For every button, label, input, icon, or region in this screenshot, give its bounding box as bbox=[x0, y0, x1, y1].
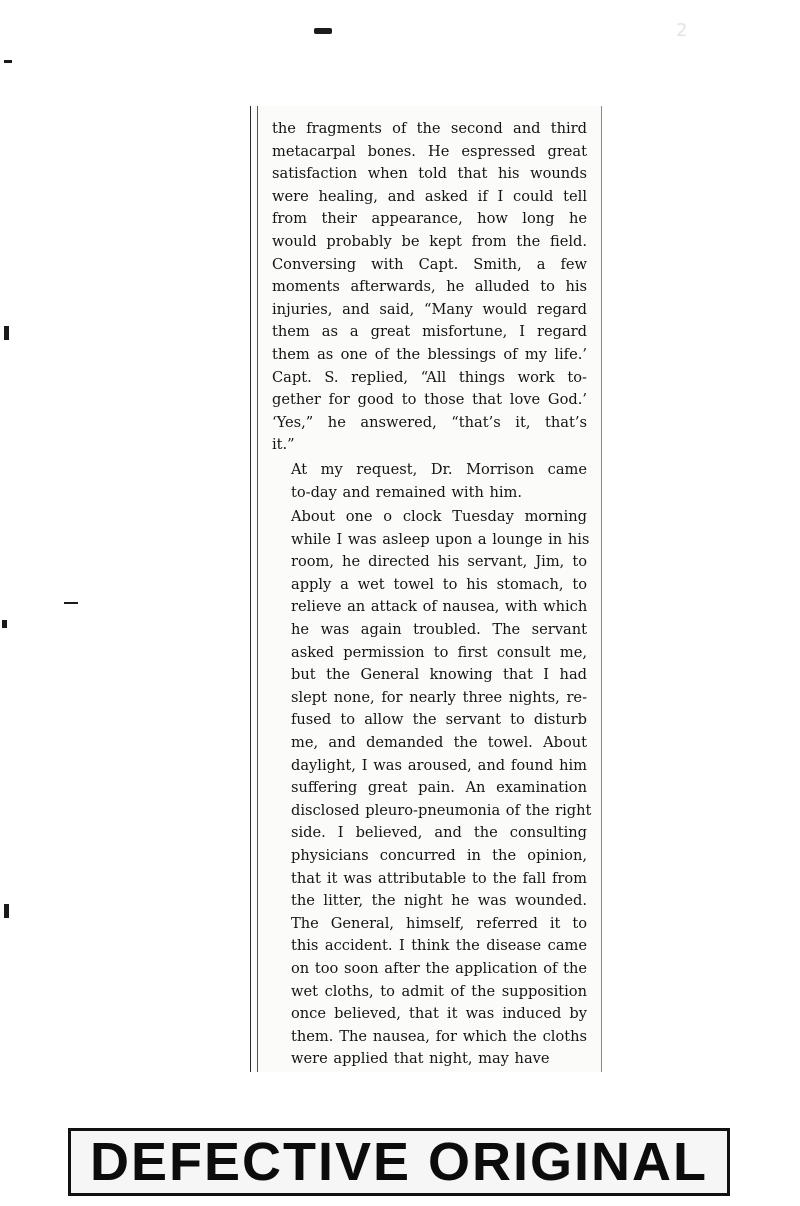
article-paragraph bbox=[272, 506, 592, 1071]
text-line: that it was attributable to the fall from bbox=[291, 869, 587, 887]
text-line: injuries, and said, “Many would regard bbox=[272, 300, 587, 318]
banner-text: DEFECTIVE ORIGINAL bbox=[89, 1132, 709, 1192]
text-line: satisfaction when told that his wounds bbox=[272, 165, 587, 183]
edge-tick-left-1 bbox=[4, 60, 12, 63]
text-line: ‘Yes,” he answered, “that’s it, that’s bbox=[272, 413, 587, 431]
text-line: were healing, and asked if I could tell bbox=[272, 187, 587, 205]
text-line: he was again troubled. The servant bbox=[291, 621, 587, 639]
text-line: would probably be kept from the field. bbox=[272, 232, 587, 250]
text-line: room, he directed his servant, Jim, to bbox=[291, 553, 587, 571]
text-line: slept none, for nearly three nights, re- bbox=[291, 688, 587, 706]
text-line: physicians concurred in the opinion, bbox=[291, 847, 587, 864]
defective-original-banner bbox=[68, 1128, 730, 1196]
margin-dash bbox=[64, 602, 78, 604]
text-line: this accident. I think the disease came bbox=[291, 937, 587, 955]
text-line: but the General knowing that I had bbox=[291, 666, 587, 684]
text-line: gether for good to those that love God.’ bbox=[272, 391, 587, 409]
text-line: to-day and remained with him. bbox=[291, 483, 523, 501]
text-line: the litter, the night he was wounded. bbox=[291, 892, 587, 910]
text-line: it.” bbox=[272, 436, 295, 454]
text-line: them. The nausea, for which the cloths bbox=[291, 1027, 587, 1045]
text-line: apply a wet towel to his stomach, to bbox=[291, 575, 587, 593]
text-line: relieve an attack of nausea, with which bbox=[291, 598, 588, 616]
text-line: Capt. S. replied, “All things work to- bbox=[272, 368, 587, 386]
text-line: fused to allow the servant to disturb bbox=[291, 711, 587, 729]
text-line: wet cloths, to admit of the supposition bbox=[291, 982, 587, 1000]
text-line: daylight, I was aroused, and found him bbox=[291, 756, 587, 774]
text-line: from their appearance, how long he bbox=[272, 210, 587, 228]
page-top-mark bbox=[314, 28, 332, 34]
article-paragraph bbox=[272, 118, 587, 457]
text-line: moments afterwards, he alluded to his bbox=[272, 278, 587, 296]
text-line: the fragments of the second and third bbox=[272, 120, 587, 137]
text-line: disclosed pleuro-pneumonia of the right bbox=[291, 801, 592, 819]
text-line: once believed, that it was induced by bbox=[291, 1005, 587, 1023]
newspaper-column bbox=[250, 106, 602, 1072]
text-line: Conversing with Capt. Smith, a few bbox=[272, 255, 587, 273]
text-line: metacarpal bones. He espressed great bbox=[272, 142, 587, 160]
text-line: me, and demanded the towel. About bbox=[291, 734, 587, 752]
text-line: while I was asleep upon a lounge in his bbox=[291, 530, 590, 548]
text-line: At my request, Dr. Morrison came bbox=[291, 460, 587, 478]
text-line: The General, himself, referred it to bbox=[291, 914, 587, 932]
text-line: asked permission to first consult me, bbox=[291, 643, 587, 661]
page-number-mark: 2 bbox=[676, 20, 688, 41]
text-line: them as one of the blessings of my life.’ bbox=[272, 345, 587, 363]
text-line: side. I believed, and the consulting bbox=[291, 824, 587, 842]
edge-tick-left-4 bbox=[4, 904, 9, 918]
text-line: suffering great pain. An examination bbox=[291, 779, 587, 797]
text-line: About one o clock Tuesday morning bbox=[291, 508, 587, 526]
text-line: on too soon after the application of the bbox=[291, 959, 587, 977]
article-text bbox=[272, 118, 592, 1071]
edge-tick-left-2 bbox=[4, 326, 9, 340]
text-line: were applied that night, may have bbox=[291, 1050, 550, 1068]
text-line: them as a great misfortune, I regard bbox=[272, 323, 587, 341]
article-paragraph bbox=[272, 459, 587, 504]
edge-tick-left-3 bbox=[2, 620, 7, 628]
